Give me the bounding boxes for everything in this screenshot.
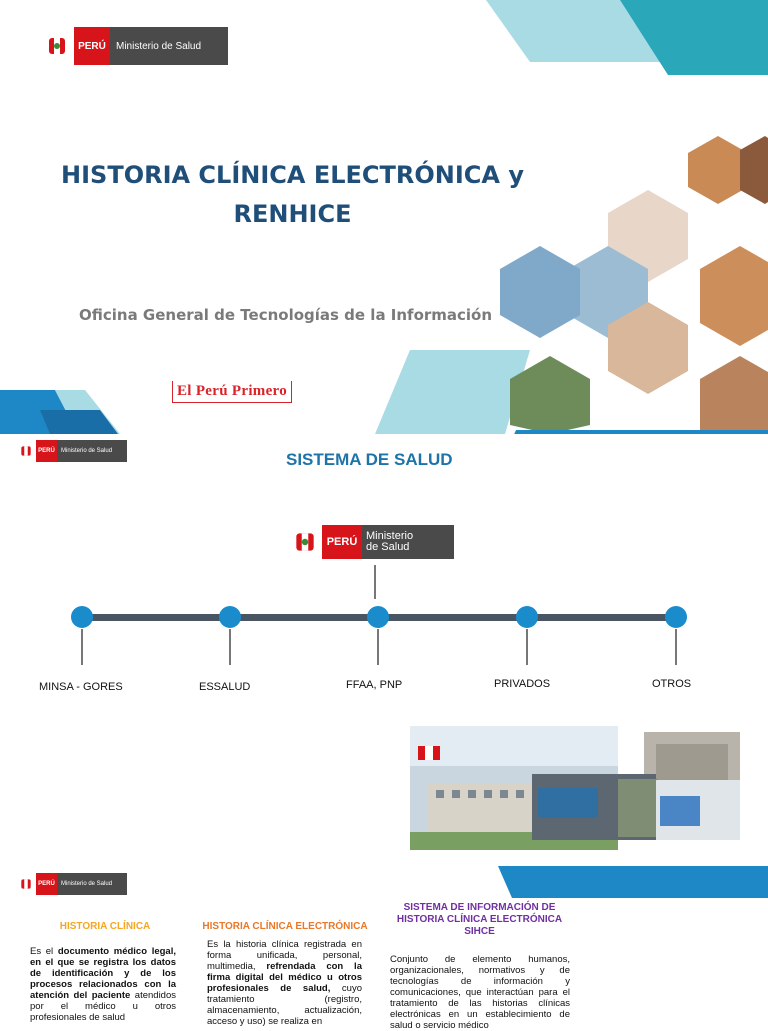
hospital-photos xyxy=(408,724,743,854)
historia-clinica-heading: HISTORIA CLÍNICA xyxy=(59,921,151,932)
peru-label: PERÚ xyxy=(74,27,110,65)
peru-crest-icon xyxy=(40,27,74,65)
title-line-1: HISTORIA CLÍNICA ELECTRÓNICA y xyxy=(61,161,524,189)
timeline-node-label: FFAA, PNP xyxy=(346,679,403,691)
hce-heading: HISTORIA CLÍNICA ELECTRÓNICA xyxy=(202,921,368,932)
deco-center-trapezoid xyxy=(375,350,530,434)
ministry-label: Ministerio de Salud xyxy=(110,27,228,65)
timeline-node xyxy=(367,606,389,628)
peru-label: PERÚ xyxy=(36,873,57,895)
slide1-subtitle: Oficina General de Tecnologías de la Información xyxy=(79,306,493,324)
sistema-salud-slide xyxy=(0,434,768,862)
ministry-label: Ministerio de Salud xyxy=(57,873,127,895)
historia-clinica-body xyxy=(30,946,176,1023)
timeline-node-stem xyxy=(377,629,379,665)
hce-body xyxy=(207,939,362,1027)
sihce-heading-line-1: SISTEMA DE INFORMACIÓN DE HISTORIA CLÍNICA ELECTRÓNICA xyxy=(396,902,563,925)
peru-crest-icon xyxy=(16,440,36,462)
minsa-center-logo xyxy=(288,525,454,559)
hex-photo-2 xyxy=(740,136,768,204)
sihce-heading-line-2: SIHCE xyxy=(464,926,495,937)
slogan-logo: El Perú Primero xyxy=(172,381,292,403)
minsa-logo-small xyxy=(16,440,127,462)
title-slide xyxy=(0,0,768,434)
ministry-line-1: Ministerio xyxy=(366,530,414,542)
peru-crest-icon xyxy=(16,873,36,895)
peru-label: PERÚ xyxy=(36,440,57,462)
timeline-node-label: MINSA - GORES xyxy=(39,681,123,693)
minsa-logo-small xyxy=(16,873,127,895)
timeline-node-label: PRIVADOS xyxy=(494,678,551,690)
peru-crest-icon xyxy=(288,525,322,559)
ministry-line-2: de Salud xyxy=(366,541,410,553)
sihce-heading xyxy=(392,902,567,938)
body-text: Es el xyxy=(30,946,58,957)
hex-photo-5 xyxy=(500,246,580,338)
historia-clinica-slide xyxy=(0,862,768,1031)
slide2-title: SISTEMA DE SALUD xyxy=(286,450,453,469)
timeline-node xyxy=(71,606,93,628)
deco-blue-band xyxy=(498,866,768,898)
logo-connector xyxy=(374,565,376,599)
ministry-label: Ministerio de Salud xyxy=(57,440,127,462)
hex-photo-6 xyxy=(700,246,768,346)
body-text: cuyo tratamiento (registro, almacenamiento, actualización, acceso y uso) se realiza en xyxy=(207,983,362,1027)
timeline-node-stem xyxy=(526,629,528,665)
timeline-node-label: ESSALUD xyxy=(199,681,251,693)
minsa-logo xyxy=(40,27,228,65)
timeline-node-stem xyxy=(675,629,677,665)
body-text: atendidos por el médico u otros profesionales de salud xyxy=(30,990,176,1023)
timeline-node xyxy=(516,606,538,628)
hex-photo-8 xyxy=(700,356,768,434)
title-line-2: RENHICE xyxy=(233,200,352,228)
hex-photo-1 xyxy=(688,136,748,204)
deco-dark-corner xyxy=(40,410,118,434)
ministry-label xyxy=(362,525,454,559)
peru-label: PERÚ xyxy=(322,525,362,559)
body-bold-text: documento médico legal, en el que se registra los datos de identificación y de los procesos relacionados con la atención del paciente xyxy=(30,946,176,1001)
body-bold-text: refrendada con la firma digital del médico u otros profesionales de salud, xyxy=(207,961,362,994)
body-text: Es la historia clínica registrada en forma unificada, personal, multimedia, xyxy=(207,939,362,972)
slide1-title xyxy=(20,156,565,234)
timeline-node-stem xyxy=(229,629,231,665)
timeline-node xyxy=(219,606,241,628)
sihce-body: Conjunto de elemento humanos, organizacionales, normativos y de tecnologías de información y comunicaciones, que interactúan para el tratamiento de las historias clínicas electrónicas en un establecimiento de salud o servicio médico xyxy=(390,954,570,1031)
timeline-node xyxy=(665,606,687,628)
timeline-node-stem xyxy=(81,629,83,665)
timeline-node-label: OTROS xyxy=(652,678,692,690)
